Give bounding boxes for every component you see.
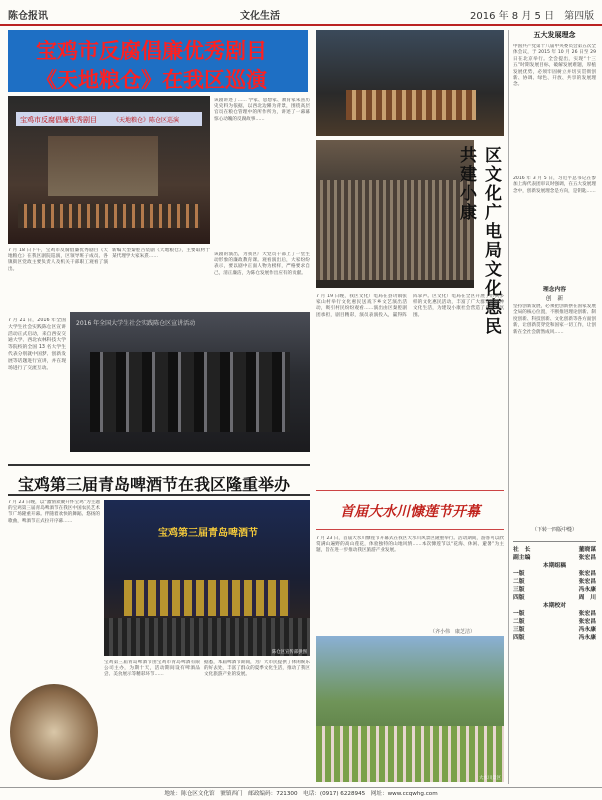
story5-photo-caption: 大水川景区: [479, 776, 501, 781]
sidebar-text-a: 中国共产党第十八届中央委员会第五次全体会议，于 2015 年 10 月 26 日至 29 日在北京举行。全会提出，实现“十三五”时期发展目标，破解发展难题，厚植发展优势，必须牢固树立并切实贯彻创新、协调、绿色、开放、共享的发展理念。: [513, 44, 596, 88]
story5-author: （齐小伟 康芝洁）: [430, 629, 476, 635]
story3-text-b: 宝鸡第三届青岛啤酒节由宝鸡市青岛啤酒有限公司主办，为期十天，活动期间设有啤酒品尝、美食展示等精彩环节……: [104, 660, 200, 678]
issue-date: 2016 年 8 月 5 日 第四版: [470, 11, 595, 22]
credit-row: 三版 冯永康: [513, 627, 596, 633]
story4-text: 7 月 19 日晚，我区文化广电局在县功镇张家山村举行文化惠民送戏下乡文艺演出活动，吸引村民纷纷观看……演出由区秦腔剧团承担，剧目精彩，演员表演投入，赢得阵阵掌声。区文化广电局在全区开展了形式多样的文化惠民活动，丰富了广大群众的精神文化生活，为建设小康社会营造了良好的氛围。: [316, 294, 504, 318]
story1-text-c: 该剧的演出，为我区广大党员干部上了一堂生动形象的廉政教育课。观看演出后，大家纷纷表示，要以剧中正面人物为榜样，严格要求自己，清正廉洁，为陈仓发展作出应有的贡献。: [214, 252, 310, 276]
sidebar-sub-title: 理念内容: [542, 287, 567, 293]
stage-banner-1: 宝鸡市反腐倡廉优秀剧目: [20, 116, 97, 124]
sidebar-title: 五大发展理念: [533, 31, 576, 39]
stage-banner-2: 《天地粮仓》陈仓区巡演: [113, 117, 180, 124]
credit-row: 二版 张宏昌: [513, 619, 596, 625]
page-header: [0, 0, 602, 26]
sidebar: [508, 30, 596, 784]
story3-photo-caption: 陈仓区宣传部供图: [271, 650, 307, 655]
story1-stage-photo: [8, 96, 210, 244]
story4-photo-bottom: [316, 140, 474, 288]
story3-title: 宝鸡第三届青岛啤酒节在我区隆重举办: [18, 475, 291, 494]
sidebar-text-c: 坚持创新发展，必须把创新摆在国家发展全局的核心位置，不断推进理论创新、制度创新、科技创新、文化创新等各方面创新，让创新贯穿党和国家一切工作，让创新在全社会蔚然成风……: [513, 304, 596, 335]
story3-performer-photo: [10, 684, 98, 780]
story5-text: 7 月 23 日，首届大水川慷莲节开幕式在我区大水川风景区隆重举行。活动期间，游客可以欣赏满山遍野的高山莲花，体验独特的山地风情……本次慷莲节以“花海、休闲、避暑”为主题，旨在进一步推动我区旅游产业发展。: [316, 536, 504, 554]
sidebar-text-b: 2016 年 3 月 5 日，习近平总书记在参加上海代表团审议时强调，在五大发展理念中，创新发展理念是方向，是钥匙……: [513, 176, 596, 194]
sidebar-credits: [513, 541, 596, 642]
story3-photo: [104, 500, 310, 656]
credit-row: 本期校对: [542, 603, 567, 609]
story2-caption: 7 月 21 日，2016 年全国大学生社会实践陈仓区宣讲活动正式启动，来自西安交通大学、西北农林科技大学等院校的全国 13 名大学生代表分别就中国梦、创新发展等话题进行宣讲，并在现场进行了交流互动。: [8, 318, 66, 371]
story3-text-c: 据悉，本届啤酒节期间，为广大市民提供了休闲娱乐的好去处，丰富了群众的夏季文化生活，推动了我区文化旅游产业的发展。: [204, 660, 310, 678]
story3-photo-banner: 宝鸡第三届青岛啤酒节: [158, 528, 258, 539]
credit-row: 一版 张宏昌: [513, 611, 596, 617]
paper-name: 陈仓报讯: [8, 11, 48, 22]
credit-row: 二版 张宏昌: [513, 579, 596, 585]
credit-row: 副主编 张宏昌: [513, 555, 596, 561]
section-name: 文化生活: [240, 11, 280, 22]
story5-title: 首届大水川慷莲节开幕: [340, 504, 480, 520]
story2-photo: [70, 312, 310, 452]
story1-title-block: [8, 30, 308, 92]
story3-text-a: 7 月 23 日晚，以“激情欢聚开怀宝鸡”为主题的宝鸡第三届青岛啤酒节在我区中国农民艺术节广场隆重开幕。伴随着欢快的舞蹈、悠扬的歌曲，啤酒节正式拉开序幕……: [8, 500, 100, 524]
story1-title-line1: 宝鸡市反腐倡廉优秀剧目: [36, 38, 267, 63]
credit-row: 社 长 董晓谋: [513, 547, 596, 553]
credit-row: 本期组稿: [542, 563, 567, 569]
story3-title-block: [8, 464, 310, 496]
story1-text-a: 7 月 18 日下午，宝鸡市反腐倡廉优秀剧目《天地粮仓》在我区剧院巡演，区领导班子成员、各镇街区党政主要负责人及机关干部职工观看了演出。: [8, 248, 108, 272]
story4-vertical-title: 区文化广电局文化惠民共建小康: [456, 146, 501, 336]
story5-title-block: [316, 490, 504, 530]
sidebar-sub-name: 创 新: [545, 296, 564, 302]
credit-row: 四版 冯永康: [513, 635, 596, 641]
credit-row: 三版 冯永康: [513, 587, 596, 593]
story4-photo-top: [316, 30, 504, 136]
sidebar-continued: （下转一四版中缝）: [531, 527, 577, 533]
credit-row: 一版 张宏昌: [513, 571, 596, 577]
story1-text-b: 该剧讲述了…… 学家、思想家、教育家朱熹历史史料为依据，以西北边陲为背景，围绕高层官员在粮仓管理中的所作所为，讲述了一幕幕惊心动魄的反腐故事……: [214, 98, 310, 122]
page-footer: 地址：陈仓区文化馆 號镇西门 邮政编码：721300 电话：(0917) 6228945 网址：www.ccqwhg.com: [0, 787, 602, 800]
story5-photo: [316, 636, 504, 782]
story2-photo-banner: 2016 年全国大学生社会实践陈仓区宣讲活动: [76, 320, 196, 327]
story1-text-d: 新编大型秦腔古装剧《天地粮仓》，主要取材于某代理学大家朱熹……: [112, 248, 210, 260]
story1-title-line2: 《天地粮仓》在我区巡演: [36, 67, 267, 92]
credit-row: 四版 周 川: [513, 595, 596, 601]
